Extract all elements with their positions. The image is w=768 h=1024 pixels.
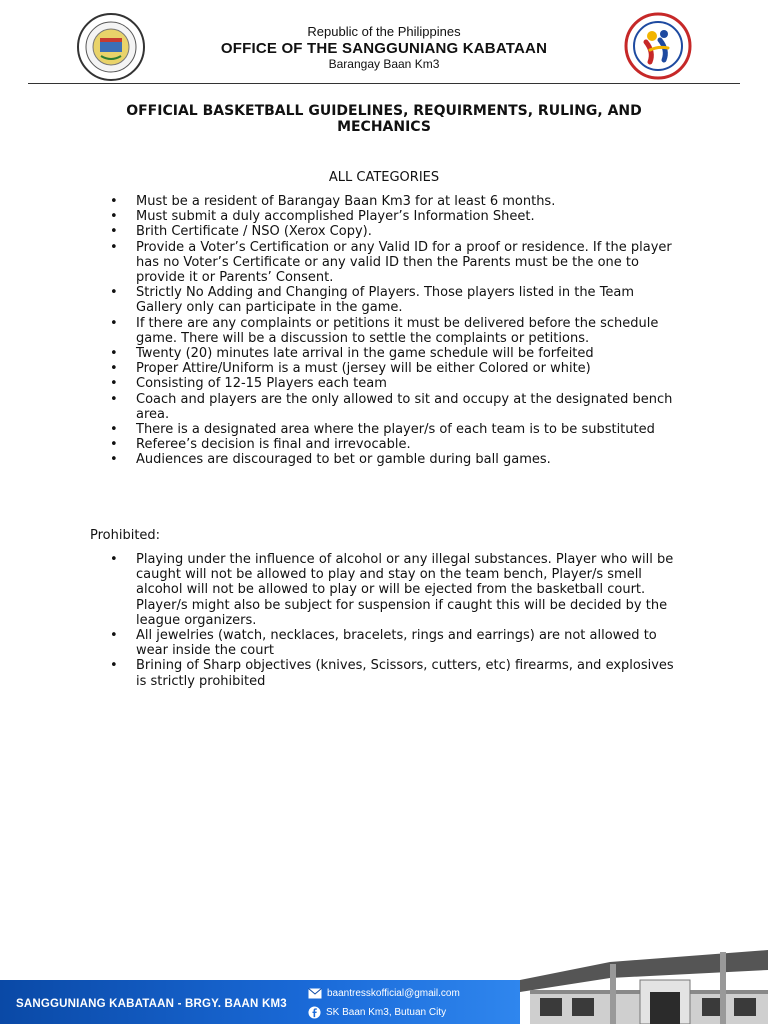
facebook-page: SK Baan Km3, Butuan City: [326, 1007, 447, 1018]
list-item: • Brining of Sharp objectives (knives, Scissors, cutters, etc) firearms, and explosives is strictly prohibited: [110, 658, 676, 688]
list-item: • Must submit a duly accomplished Player’s Information Sheet.: [110, 209, 676, 224]
rules-list: [110, 194, 676, 468]
sk-logo: [624, 12, 692, 80]
list-item: • Referee’s decision is final and irrevocable.: [110, 437, 676, 452]
barangay-name: Barangay Baan Km3: [328, 57, 440, 71]
list-item: • Must be a resident of Barangay Baan Km3 for at least 6 months.: [110, 194, 676, 209]
list-item: • If there are any complaints or petitions it must be delivered before the schedule game. There will be a discussion to settle the complaints or petitions.: [110, 316, 676, 346]
footer-banner: [0, 980, 768, 1024]
list-item: • All jewelries (watch, necklaces, bracelets, rings and earrings) are not allowed to wear inside the court: [110, 628, 676, 658]
list-item: • Playing under the influence of alcohol or any illegal substances. Player who will be caught will not be allowed to play and stay on the team bench, Player/s smell alcohol will not be allowed to play or will be ejected from the basketball court. Player/s might also be subject for suspension if caught this will be decided by the league organizers.: [110, 552, 676, 628]
list-item: • Strictly No Adding and Changing of Players. Those players listed in the Team Gallery only can participate in the game.: [110, 285, 676, 315]
list-item: • Provide a Voter’s Certification or any Valid ID for a proof or residence. If the player has no Voter’s Certificate or any valid ID then the Parents must be the one to provide it or Parents’ Consent.: [110, 240, 676, 286]
facebook-icon: [308, 1006, 321, 1019]
republic-line: Republic of the Philippines: [307, 24, 461, 39]
list-item: • Proper Attire/Uniform is a must (jersey will be either Colored or white): [110, 361, 676, 376]
email-address: baantresskofficial@gmail.com: [327, 988, 460, 999]
prohibited-list: [110, 552, 676, 689]
footer-facebook[interactable]: [308, 1006, 446, 1019]
list-item: • Brith Certificate / NSO (Xerox Copy).: [110, 224, 676, 239]
letterhead: [0, 0, 768, 90]
list-item: • Coach and players are the only allowed to sit and occupy at the designated bench area.: [110, 392, 676, 422]
office-name: OFFICE OF THE SANGGUNIANG KABATAAN: [220, 40, 548, 57]
list-item: • Consisting of 12-15 Players each team: [110, 376, 676, 391]
list-item: • Audiences are discouraged to bet or gamble during ball games.: [110, 452, 676, 467]
footer-org-label: SANGGUNIANG KABATAAN - BRGY. BAAN KM3: [16, 998, 287, 1010]
list-item: • Twenty (20) minutes late arrival in the game schedule will be forfeited: [110, 346, 676, 361]
header-divider: [28, 83, 740, 84]
prohibited-heading: Prohibited:: [90, 528, 161, 543]
email-icon: [308, 988, 322, 999]
list-item: • There is a designated area where the player/s of each team is to be substituted: [110, 422, 676, 437]
footer-email[interactable]: [308, 988, 460, 999]
category-heading: ALL CATEGORIES: [328, 170, 440, 185]
document-title: OFFICIAL BASKETBALL GUIDELINES, REQUIRMENTS, RULING, AND MECHANICS: [126, 103, 642, 135]
